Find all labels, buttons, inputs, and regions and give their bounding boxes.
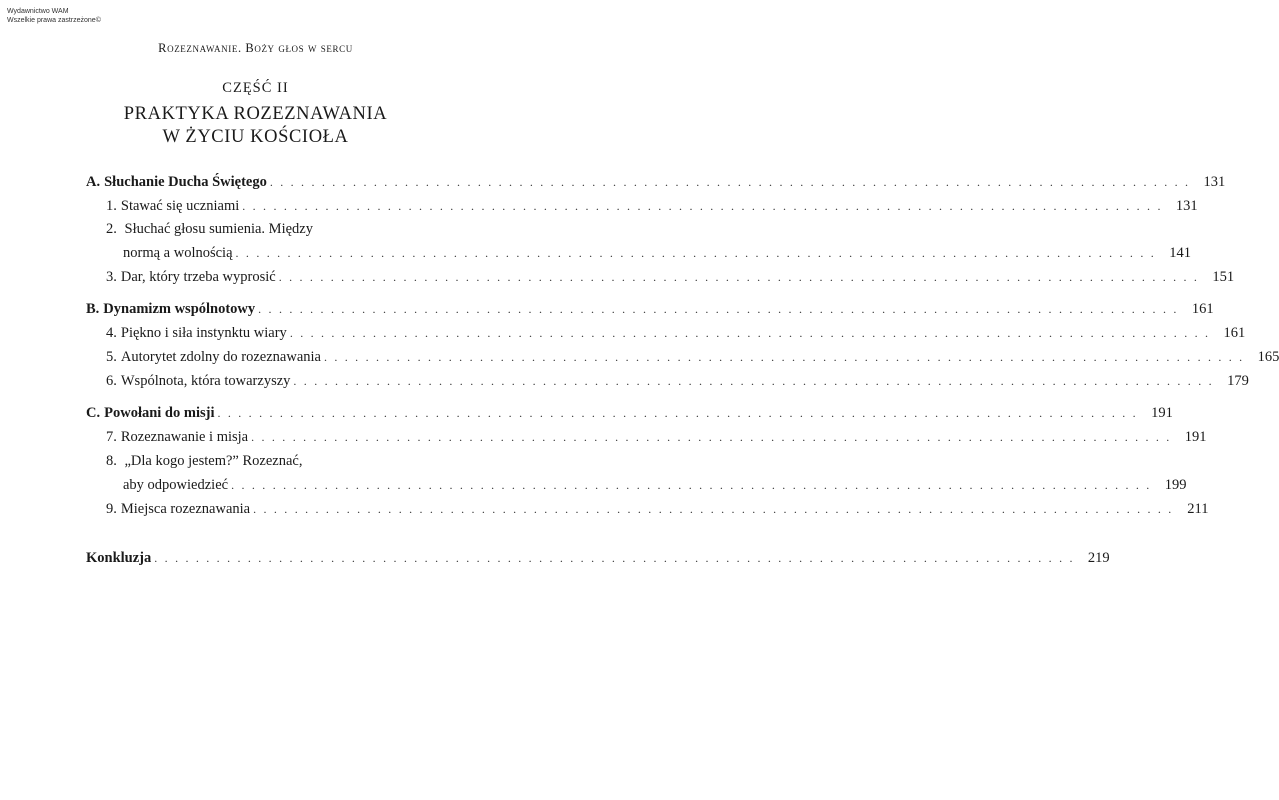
dot-leader: . . . . . . . . . . . . . . . . . . . . . . . . . . . . . . . . . . . . . . . . . . . . . . . . . . . . . . . . . . . . . . . . . . . . . . . . . . . . . . . . . . . . . . . . .	[258, 302, 1179, 316]
dot-leader: . . . . . . . . . . . . . . . . . . . . . . . . . . . . . . . . . . . . . . . . . . . . . . . . . . . . . . . . . . . . . . . . . . . . . . . . . . . . . . . . . . . . . . . . .	[242, 199, 1163, 213]
toc-section-c[interactable]	[86, 404, 1173, 422]
item-title: Słuchać głosu sumienia. Między	[124, 221, 313, 237]
page-number: 219	[1087, 550, 1110, 566]
page-number: 161	[1191, 301, 1214, 317]
page-number: 211	[1187, 501, 1209, 517]
toc-item-4[interactable]	[106, 324, 1246, 342]
dot-leader: . . . . . . . . . . . . . . . . . . . . . . . . . . . . . . . . . . . . . . . . . . . . . . . . . . . . . . . . . . . . . . . . . . . . . . . . . . . . . . . . . . . . . . . . .	[154, 551, 1075, 565]
dot-leader: . . . . . . . . . . . . . . . . . . . . . . . . . . . . . . . . . . . . . . . . . . . . . . . . . . . . . . . . . . . . . . . . . . . . . . . . . . . . . . . . . . . . . . . . .	[251, 430, 1172, 444]
running-head: Rozeznawanie. Boży głos w sercu	[158, 41, 353, 55]
conclusion-title: Konkluzja	[86, 550, 152, 566]
dot-leader: . . . . . . . . . . . . . . . . . . . . . . . . . . . . . . . . . . . . . . . . . . . . . . . . . . . . . . . . . . . . . . . . . . . . . . . . . . . . . . . . . . . . . . . . .	[217, 406, 1138, 420]
section-number: A.	[86, 174, 101, 190]
page-number: 131	[1175, 198, 1198, 214]
watermark	[7, 7, 101, 25]
item-number: 7.	[106, 429, 117, 445]
toc-item-2-line-1[interactable]	[106, 220, 313, 238]
dot-leader: . . . . . . . . . . . . . . . . . . . . . . . . . . . . . . . . . . . . . . . . . . . . . . . . . . . . . . . . . . . . . . . . . . . . . . . . . . . . . . . . . . . . . . . . .	[323, 350, 1245, 364]
part-title	[0, 103, 511, 149]
toc-section-b[interactable]	[86, 300, 1214, 318]
toc-item-8-line-1[interactable]	[106, 452, 302, 470]
dot-leader: . . . . . . . . . . . . . . . . . . . . . . . . . . . . . . . . . . . . . . . . . . . . . . . . . . . . . . . . . . . . . . . . . . . . . . . . . . . . . . . . . . . . . . . . .	[235, 246, 1156, 260]
item-title: Miejsca rozeznawania	[120, 501, 251, 517]
toc-section-a[interactable]	[86, 173, 1226, 191]
item-title: Stawać się uczniami	[120, 198, 240, 214]
page-number: 179	[1227, 373, 1249, 389]
item-title-continued: normą a wolnością	[123, 245, 233, 261]
page-number: 131	[1203, 174, 1226, 190]
watermark-publisher: Wydawnictwo WAM	[7, 8, 69, 15]
page-number: 141	[1169, 245, 1191, 261]
item-title: Dar, który trzeba wyprosić	[120, 269, 276, 285]
item-number: 4.	[106, 325, 117, 341]
item-number: 8.	[106, 453, 117, 469]
dot-leader: . . . . . . . . . . . . . . . . . . . . . . . . . . . . . . . . . . . . . . . . . . . . . . . . . . . . . . . . . . . . . . . . . . . . . . . . . . . . . . . . . . . . . . . . .	[231, 478, 1152, 492]
dot-leader: . . . . . . . . . . . . . . . . . . . . . . . . . . . . . . . . . . . . . . . . . . . . . . . . . . . . . . . . . . . . . . . . . . . . . . . . . . . . . . . . . . . . . . . . .	[293, 374, 1214, 388]
page-number: 191	[1151, 405, 1173, 421]
page-number: 161	[1223, 325, 1246, 341]
page-number: 151	[1212, 269, 1235, 285]
section-number: B.	[86, 301, 100, 317]
item-number: 6.	[106, 373, 117, 389]
item-number: 1.	[106, 198, 117, 214]
dot-leader: . . . . . . . . . . . . . . . . . . . . . . . . . . . . . . . . . . . . . . . . . . . . . . . . . . . . . . . . . . . . . . . . . . . . . . . . . . . . . . . . . . . . . . . . .	[278, 270, 1200, 284]
toc-item-1[interactable]	[106, 197, 1198, 215]
dot-leader: . . . . . . . . . . . . . . . . . . . . . . . . . . . . . . . . . . . . . . . . . . . . . . . . . . . . . . . . . . . . . . . . . . . . . . . . . . . . . . . . . . . . . . . . .	[253, 502, 1174, 516]
toc-item-5[interactable]	[106, 348, 1279, 366]
page-number: 191	[1184, 429, 1207, 445]
section-title: Powołani do misji	[104, 405, 215, 421]
item-number: 2.	[106, 221, 117, 237]
toc-item-7[interactable]	[106, 428, 1207, 446]
page-number: 199	[1164, 477, 1187, 493]
toc-item-8-line-2[interactable]	[123, 476, 1187, 494]
part-label: CZĘŚĆ II	[222, 80, 289, 96]
toc-item-6[interactable]	[106, 372, 1249, 390]
watermark-copyright: Wszelkie prawa zastrzeżone©	[7, 17, 101, 24]
item-title: „Dla kogo jestem?” Rozeznać,	[124, 453, 303, 469]
toc-item-9[interactable]	[106, 500, 1209, 518]
item-number: 3.	[106, 269, 117, 285]
item-title: Rozeznawanie i misja	[120, 429, 249, 445]
item-number: 5.	[106, 349, 117, 365]
item-title-continued: aby odpowiedzieć	[123, 477, 229, 493]
toc-conclusion[interactable]	[86, 549, 1110, 567]
dot-leader: . . . . . . . . . . . . . . . . . . . . . . . . . . . . . . . . . . . . . . . . . . . . . . . . . . . . . . . . . . . . . . . . . . . . . . . . . . . . . . . . . . . . . . . . .	[269, 175, 1191, 189]
section-title: Dynamizm wspólnotowy	[103, 301, 256, 317]
section-title: Słuchanie Ducha Świętego	[104, 174, 267, 190]
item-title: Wspólnota, która towarzyszy	[120, 373, 291, 389]
item-number: 9.	[106, 501, 117, 517]
toc-item-3[interactable]	[106, 268, 1235, 286]
section-number: C.	[86, 405, 101, 421]
part-title-line-2: W ŻYCIU KOŚCIOŁA	[162, 127, 349, 147]
item-title: Autorytet zdolny do rozeznawania	[120, 349, 321, 365]
item-title: Piękno i siła instynktu wiary	[120, 325, 287, 341]
part-title-line-1: PRAKTYKA ROZEZNAWANIA	[123, 104, 388, 124]
page-number: 165	[1257, 349, 1279, 365]
dot-leader: . . . . . . . . . . . . . . . . . . . . . . . . . . . . . . . . . . . . . . . . . . . . . . . . . . . . . . . . . . . . . . . . . . . . . . . . . . . . . . . . . . . . . . . . .	[289, 326, 1211, 340]
toc-item-2-line-2[interactable]	[123, 244, 1191, 262]
